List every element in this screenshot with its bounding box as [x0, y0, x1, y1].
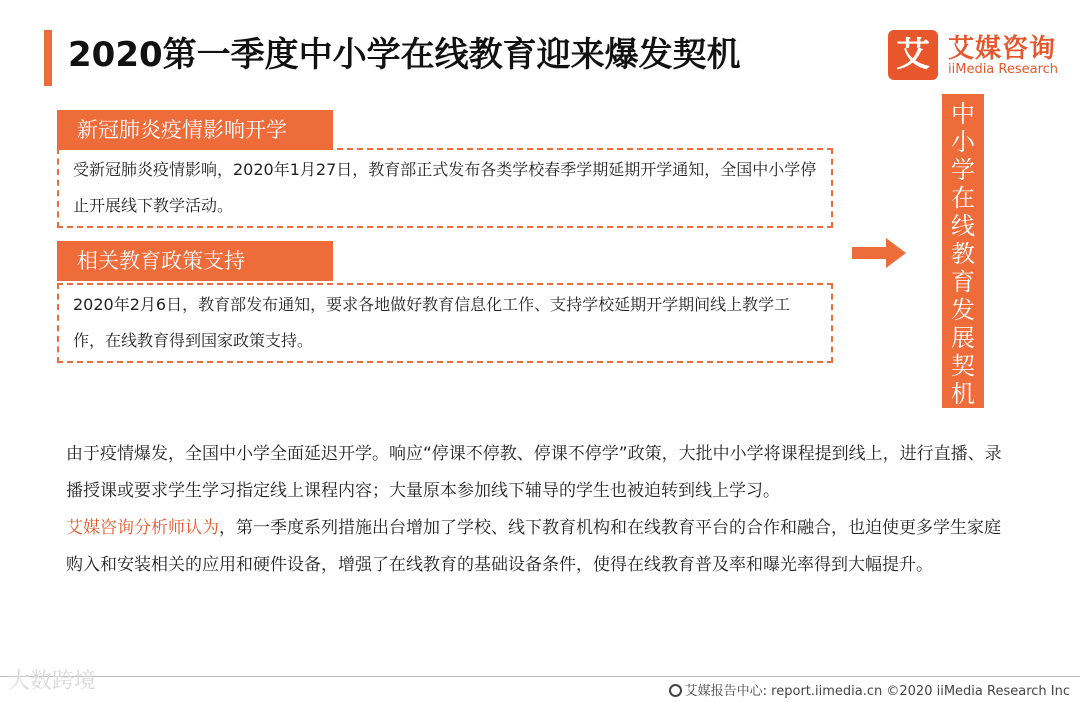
- side-label-char: 线: [951, 212, 975, 240]
- side-label-char: 机: [951, 380, 975, 408]
- side-label-char: 中: [951, 100, 975, 128]
- footer: [669, 680, 1070, 699]
- section-heading-policy: 相关教育政策支持: [57, 241, 333, 281]
- section-text-policy: 2020年2月6日，教育部发布通知，要求各地做好教育信息化工作、支持学校延期开学期间线上教学工作，在线教育得到国家政策支持。: [73, 295, 791, 350]
- side-label-char: 学: [951, 156, 975, 184]
- side-label-char: 小: [951, 128, 975, 156]
- logo-cn-text: 艾媒咨询: [948, 34, 1057, 64]
- globe-icon: [669, 684, 682, 697]
- logo-mark: 艾: [888, 30, 938, 80]
- title-accent-bar: [44, 30, 52, 86]
- side-label-char: 发: [951, 296, 975, 324]
- section-box-policy: [57, 283, 833, 363]
- body-text: [66, 436, 1010, 584]
- analyst-label: 艾媒咨询分析师认为: [66, 518, 219, 538]
- analyst-text: ，第一季度系列措施出台增加了学校、线下教育机构和在线教育平台的合作和融合，也迫使更多学生家庭购入和安装相关的应用和硬件设备，增强了在线教育的基础设备条件，使得在线教育普及率和曝光率得到大幅提升。: [66, 518, 1001, 575]
- side-label-char: 教: [951, 240, 975, 268]
- section-box-covid: [57, 148, 833, 228]
- right-arrow-icon: [852, 238, 908, 268]
- section-text-covid: 受新冠肺炎疫情影响，2020年1月27日，教育部正式发布各类学校春季学期延期开学通知，全国中小学停止开展线下教学活动。: [73, 160, 817, 215]
- watermark: 大数跨境: [8, 669, 97, 694]
- side-label-char: 在: [951, 184, 975, 212]
- body-paragraph-2: [66, 510, 1010, 584]
- page-title: 2020第一季度中小学在线教育迎来爆发契机: [68, 35, 741, 75]
- iimedia-logo: [888, 30, 1068, 82]
- logo-en-text: iiMedia Research: [948, 62, 1059, 77]
- body-paragraph-1: 由于疫情爆发，全国中小学全面延迟开学。响应“停课不停教、停课不停学”政策，大批中小学将课程提到线上，进行直播、录播授课或要求学生学习指定线上课程内容；大量原本参加线下辅导的学生也被迫转到线上学习。: [66, 444, 1002, 501]
- side-label-char: 展: [951, 324, 975, 352]
- section-heading-covid: 新冠肺炎疫情影响开学: [57, 110, 333, 150]
- side-label-box: [942, 94, 984, 408]
- footer-text: 艾媒报告中心: report.iimedia.cn ©2020 iiMedia Research Inc: [684, 684, 1070, 699]
- footer-divider: [0, 676, 1080, 677]
- side-label-char: 契: [951, 352, 975, 380]
- side-label-char: 育: [951, 268, 975, 296]
